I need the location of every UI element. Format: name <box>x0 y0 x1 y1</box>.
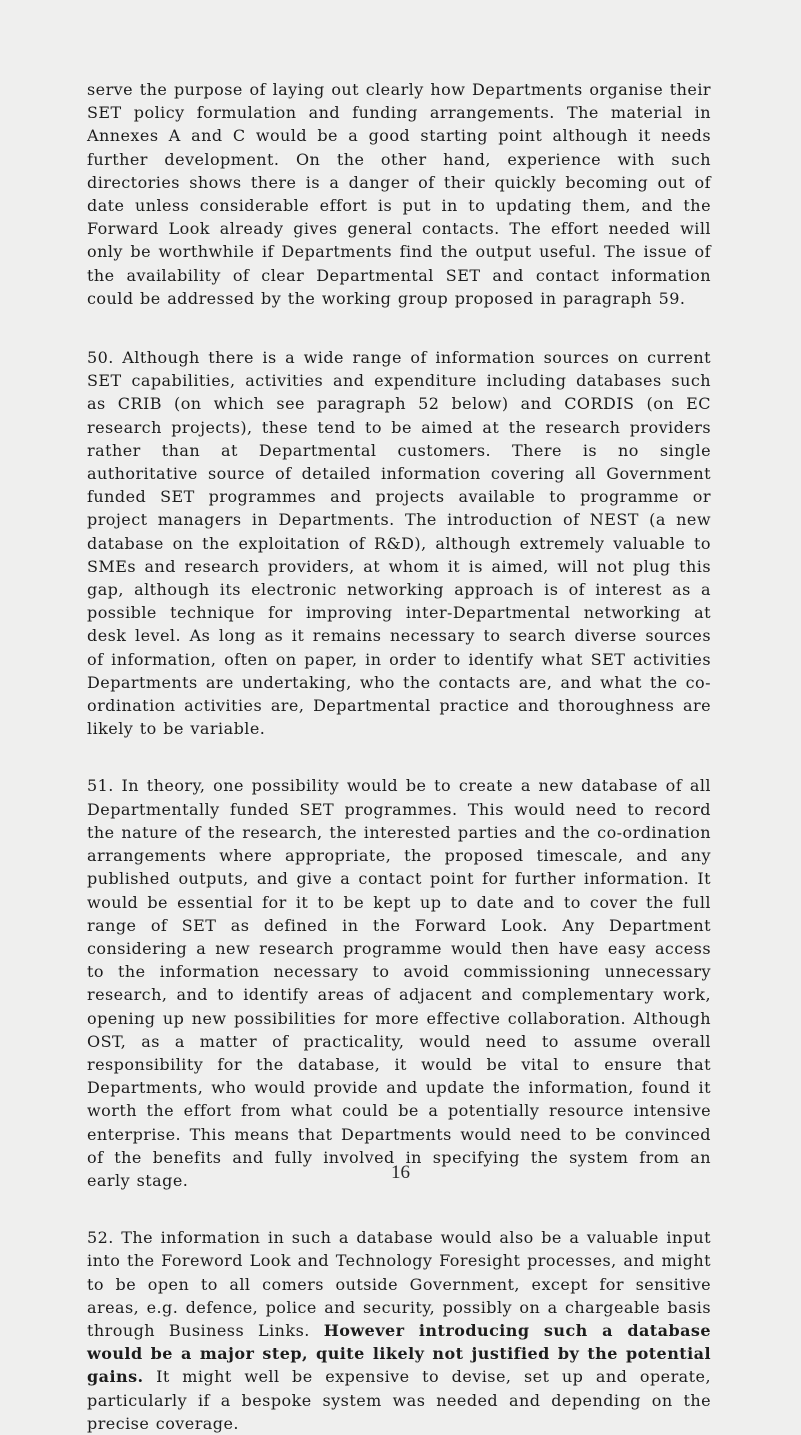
paragraph-52-text: 52. The information in such a database would also be a valuable input into the Foreword Look and Technology Foresight processes, and might to be open to all comers outside Government, except for sensitive areas, e.g. defence, police and security, possibly on a chargeable basis through Business Links. <box>87 1228 711 1340</box>
paragraph-continued: serve the purpose of laying out clearly how Departments organise their SET policy formulation and funding arrangements. The material in Annexes A and C would be a good starting point although it needs further development. On the other hand, experience with such directories shows there is a danger of their quickly becoming out of date unless considerable effort is put in to updating them, and the Forward Look already gives general contacts. The effort needed will only be worthwhile if Departments find the output useful. The issue of the availability of clear Departmental SET and contact information could be addressed by the working group proposed in paragraph 59. <box>87 80 711 308</box>
paragraph-52-bold-text: However introducing such a database would be a major step, quite likely not justified by the potential gains. <box>87 1320 712 1387</box>
paragraph-50: 50. Although there is a wide range of information sources on current SET capabilities, activities and expenditure including databases such as CRIB (on which see paragraph 52 below) and CORDIS (on EC research projects), these tend to be aimed at the research providers rather than at Departmental customers. There is no single authoritative source of detailed information covering all Government funded SET programmes and projects available to programme or project managers in Departments. The introduction of NEST (a new database on the exploitation of R&D), although extremely valuable to SMEs and research providers, at whom it is aimed, will not plug this gap, although its electronic networking approach is of interest as a possible technique for improving inter-Departmental networking at desk level. As long as it remains necessary to search diverse sources of information, often on paper, in order to identify what SET activities Departments are undertaking, who the contacts are, and what the co-ordination activities are, Departmental practice and thoroughness are likely to be variable. <box>87 348 711 739</box>
paragraph-52 <box>87 1226 711 1435</box>
paragraph-51: 51. In theory, one possibility would be to create a new database of all Departmentally funded SET programmes. This would need to record the nature of the research, the interested parties and the co-ordination arrangements where appropriate, the proposed timescale, and any published outputs, and give a contact point for further information. It would be essential for it to be kept up to date and to cover the full range of SET as defined in the Forward Look. Any Department considering a new research programme would then have easy access to the information necessary to avoid commissioning unnecessary research, and to identify areas of adjacent and complementary work, opening up new possibilities for more effective collaboration. Although OST, as a matter of practicality, would need to assume overall responsibility for the database, it would be vital to ensure that Departments, who would provide and update the information, found it worth the effort from what could be a potentially resource intensive enterprise. This means that Departments would need to be convinced of the benefits and fully involved in specifying the system from an early stage. <box>87 776 711 1190</box>
paragraph-52-tail-text: It might well be expensive to devise, set up and operate, particularly if a bespoke system was needed and depending on the precise coverage. <box>87 1367 711 1433</box>
page-number: 16 <box>391 1162 410 1183</box>
